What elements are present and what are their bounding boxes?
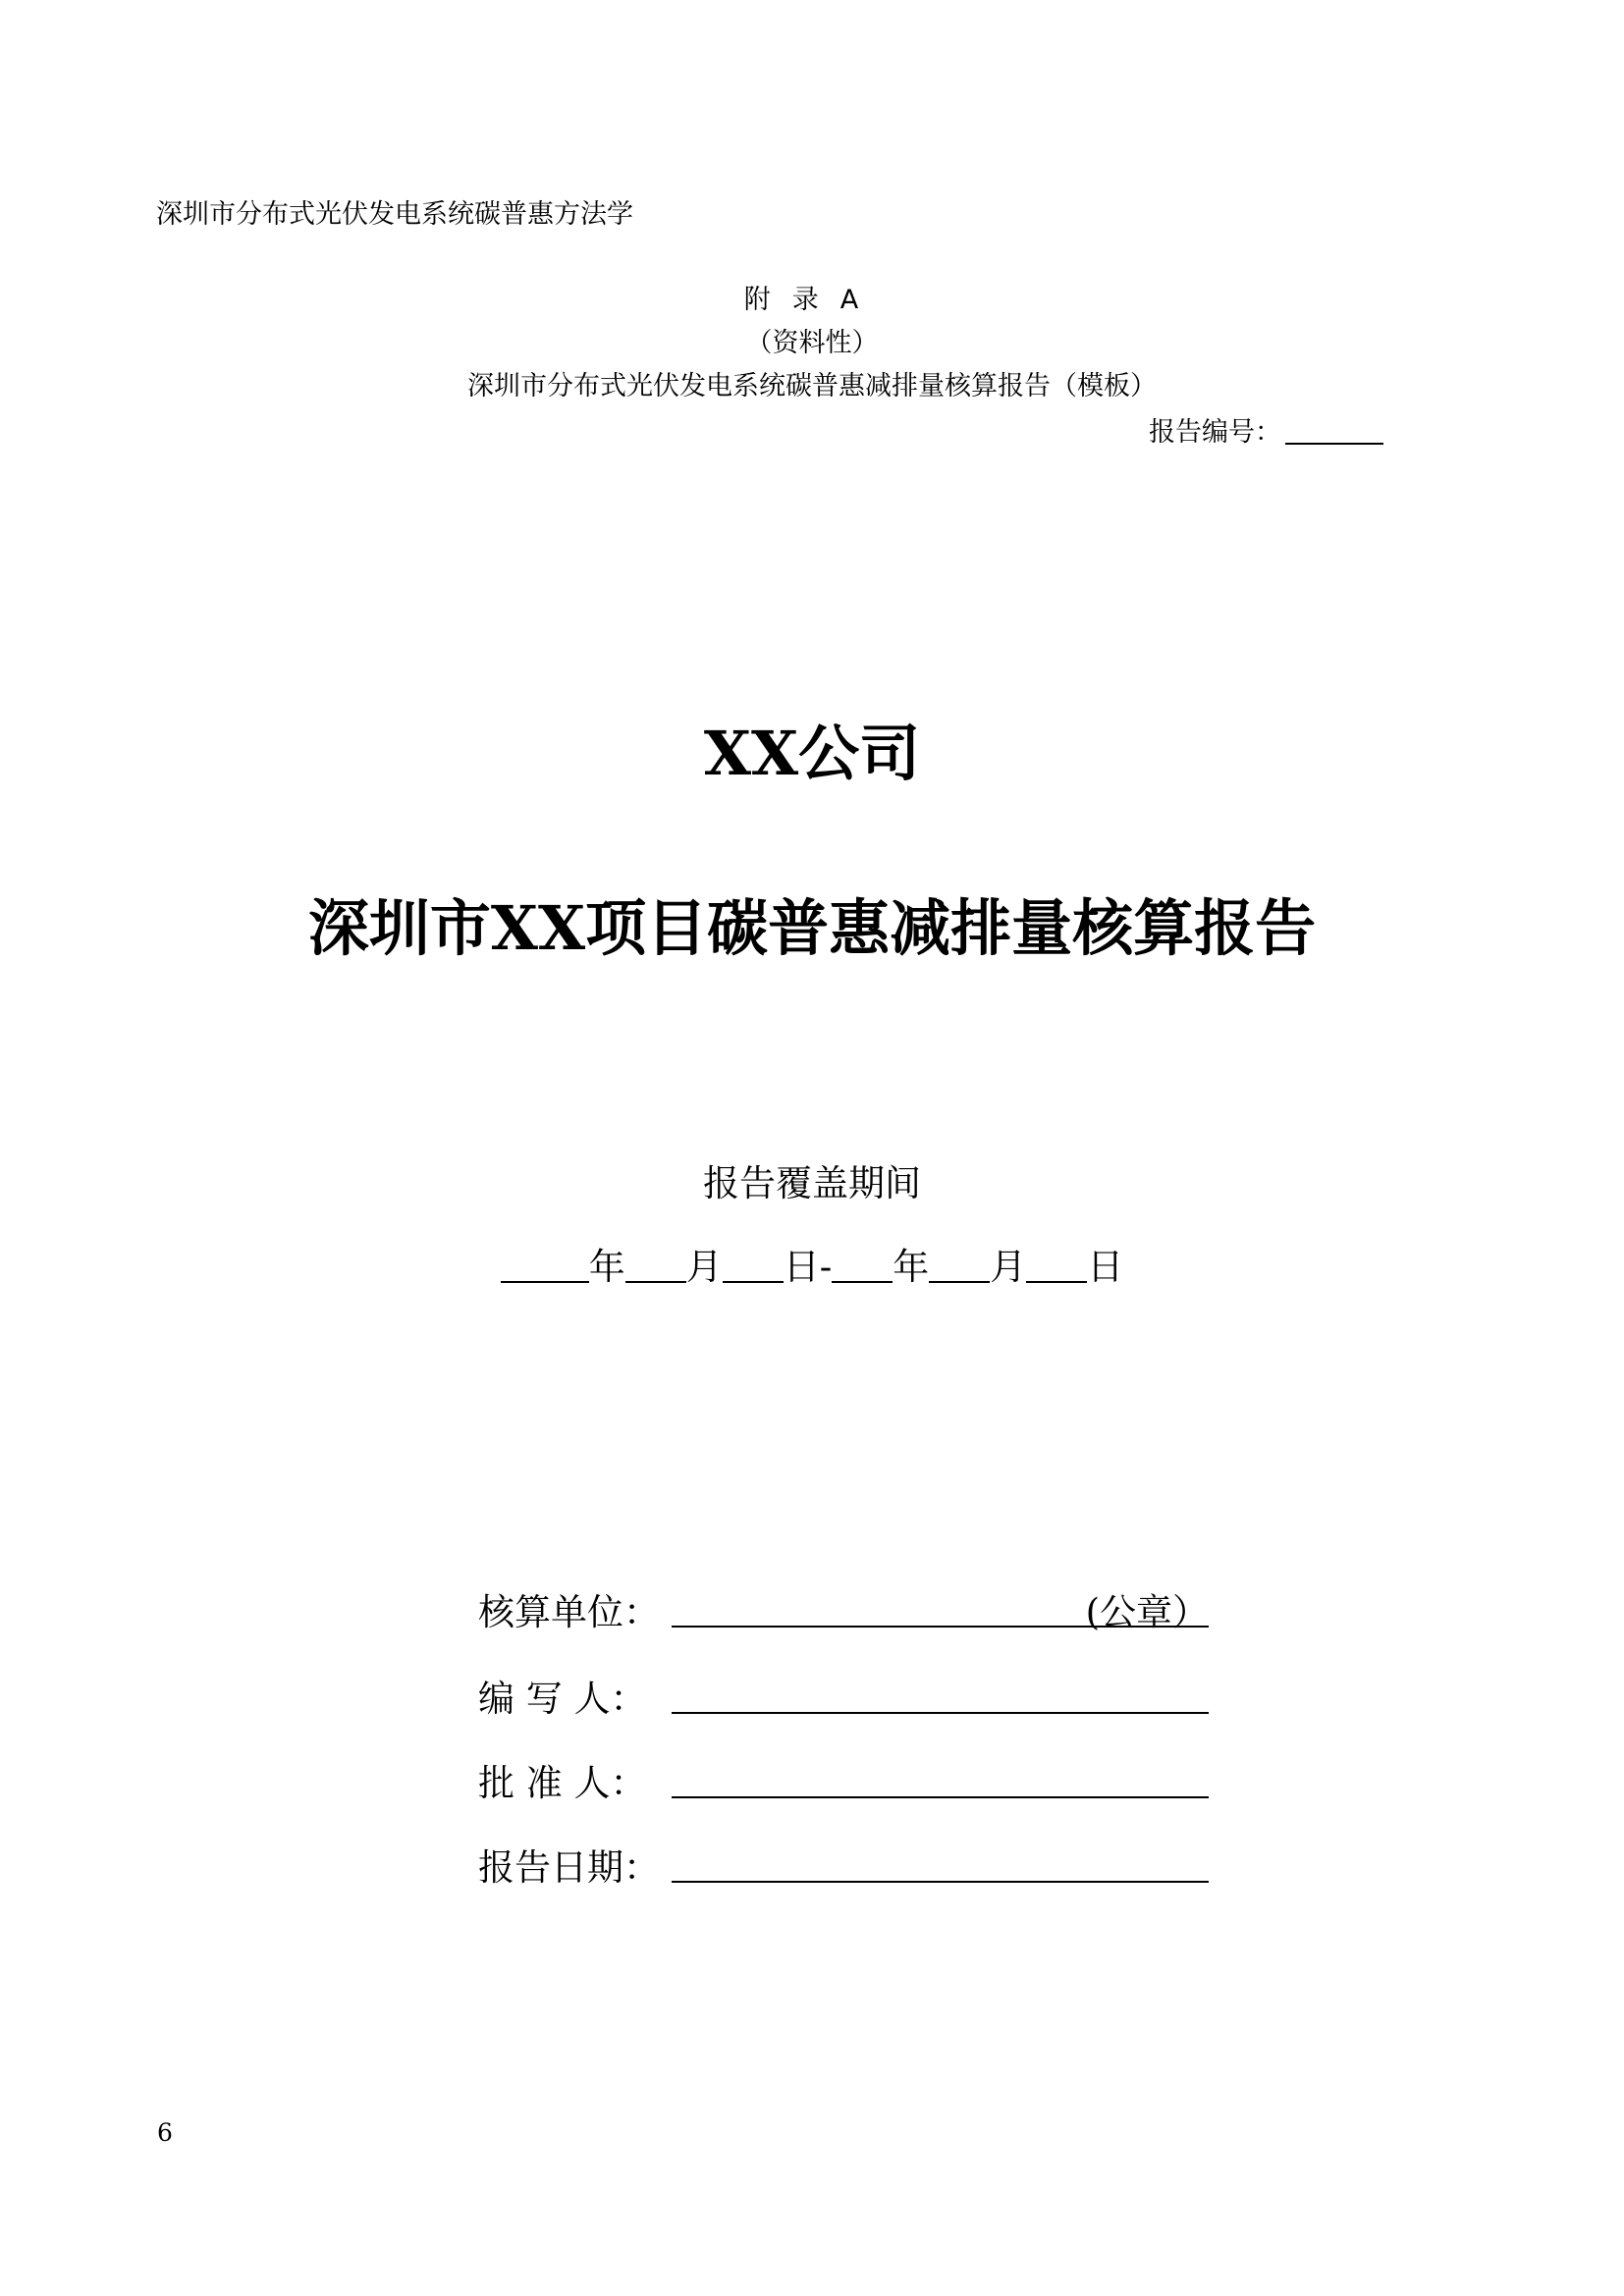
start-month-blank[interactable] (625, 1252, 686, 1283)
period-line (0, 1237, 1624, 1290)
end-month-blank[interactable] (929, 1252, 990, 1283)
start-year-unit: 年 (588, 1246, 625, 1288)
accounting-unit-field[interactable] (672, 1582, 1209, 1633)
report-title: 深圳市XX项目碳普惠减排量核算报告 (307, 892, 1317, 964)
period-dash: - (819, 1246, 833, 1288)
author-label: 编 写 人： (478, 1678, 647, 1720)
approver-field[interactable] (672, 1753, 1209, 1798)
author-field[interactable] (672, 1669, 1209, 1714)
appendix-label: 附录A (743, 285, 881, 315)
start-day-unit: 日 (783, 1246, 820, 1288)
report-date-field[interactable] (672, 1838, 1209, 1883)
start-day-blank[interactable] (723, 1252, 784, 1283)
report-number (1149, 410, 1383, 449)
end-year-blank[interactable] (832, 1252, 893, 1283)
end-day-unit: 日 (1087, 1246, 1124, 1288)
end-month-unit: 月 (990, 1246, 1027, 1288)
company-name: XX公司 (703, 718, 921, 789)
page-number: 6 (157, 2118, 173, 2147)
period-label: 报告覆盖期间 (703, 1162, 921, 1204)
report-number-blank[interactable] (1285, 417, 1383, 445)
appendix-title: 深圳市分布式光伏发电系统碳普惠减排量核算报告（模板） (467, 371, 1157, 401)
start-year-blank[interactable] (501, 1252, 589, 1283)
start-month-unit: 月 (685, 1246, 723, 1288)
end-day-blank[interactable] (1026, 1252, 1087, 1283)
running-header: 深圳市分布式光伏发电系统碳普惠方法学 (156, 199, 633, 230)
report-date-label: 报告日期： (478, 1846, 660, 1889)
accounting-unit-label: 核算单位： (478, 1591, 660, 1633)
appendix-nature: （资料性） (745, 328, 879, 358)
approver-label: 批 准 人： (478, 1762, 647, 1804)
end-year-unit: 年 (893, 1246, 930, 1288)
official-seal-note: (公章） (1085, 1591, 1209, 1633)
report-number-label: 报告编号： (1149, 417, 1281, 448)
